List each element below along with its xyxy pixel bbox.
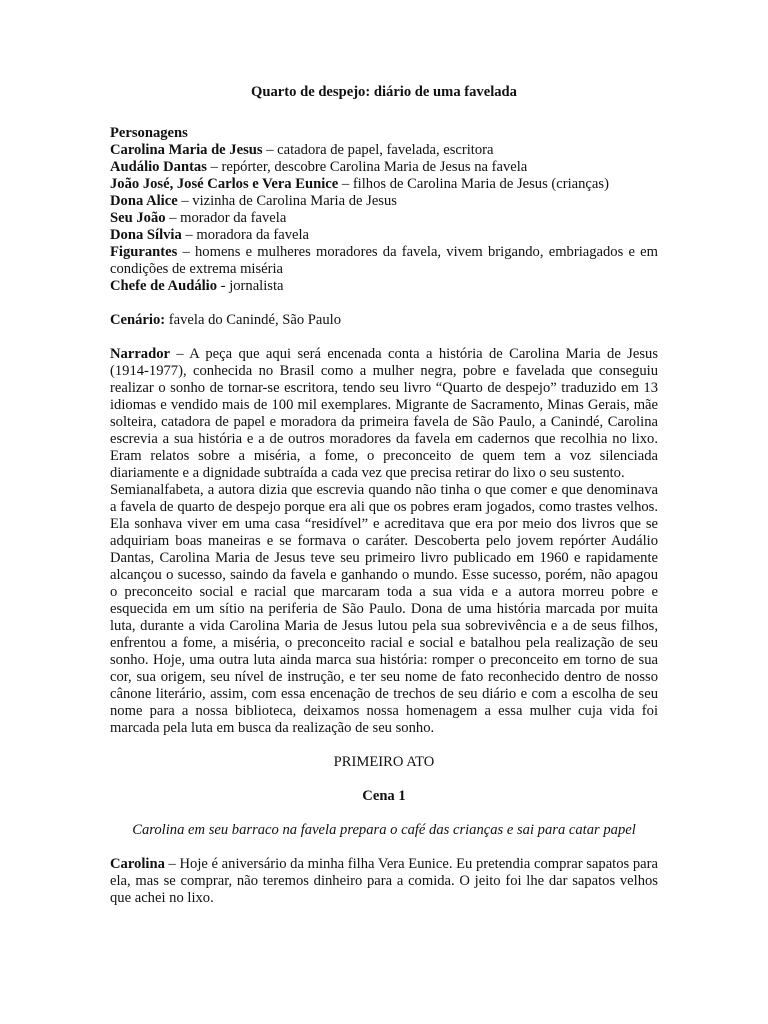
character-name: Dona Alice bbox=[110, 193, 178, 209]
character-name: João José, José Carlos e Vera Eunice bbox=[110, 176, 339, 192]
character-entry bbox=[110, 227, 658, 244]
narrator-label: Narrador bbox=[110, 346, 170, 362]
character-desc: – homens e mulheres moradores da favela, vivem brigando, embriagados e em condições de extrema miséria bbox=[110, 244, 658, 277]
character-desc: – morador da favela bbox=[165, 210, 287, 226]
spacer bbox=[110, 295, 658, 312]
character-name: Chefe de Audálio bbox=[110, 278, 218, 294]
character-name: Seu João bbox=[110, 210, 166, 226]
spacer bbox=[110, 771, 658, 788]
act-heading: PRIMEIRO ATO bbox=[333, 754, 435, 770]
scenario-text: favela do Canindé, São Paulo bbox=[165, 312, 342, 328]
speaker-name: Carolina bbox=[110, 856, 165, 872]
dialogue-text: – Hoje é aniversário da minha filha Vera Eunice. Eu pretendia comprar sapatos para ela, mas se comprar, não teremos dinheiro para a comida. O jeito foi lhe dar sapatos velhos que achei no lixo. bbox=[110, 856, 658, 906]
character-desc: – vizinha de Carolina Maria de Jesus bbox=[177, 193, 397, 209]
character-entry bbox=[110, 159, 658, 176]
character-desc: – repórter, descobre Carolina Maria de Jesus na favela bbox=[206, 159, 528, 175]
document-title: Quarto de despejo: diário de uma favelada bbox=[251, 84, 517, 100]
scene-heading: Cena 1 bbox=[362, 788, 406, 804]
character-desc: - jornalista bbox=[217, 278, 284, 294]
character-entry bbox=[110, 278, 658, 295]
narrator-text: – A peça que aqui será encenada conta a história de Carolina Maria de Jesus (1914-1977), conhecida no Brasil como a mulher negra, pobre e favelada que conseguiu realizar o sonho de tornar-se escritora, tendo seu livro “Quarto de despejo” traduzido em 13 idiomas e vendido mais de 100 mil exemplares. Migrante de Sacramento, Minas Gerais, mãe solteira, catadora de papel e moradora da primeira favela de São Paulo, a Canindé, Carolina escrevia a sua história e a de outros moradores da favela em cadernos que recolhia no lixo. Eram relatos sobre a miséria, a fome, o preconceito de quem tem a voz silenciada diariamente e a dignidade subtraída a cada vez que precisa retirar do lixo o seu sustento. bbox=[110, 346, 658, 481]
dialogue-line bbox=[110, 856, 658, 907]
spacer bbox=[110, 805, 658, 822]
spacer bbox=[110, 839, 658, 856]
character-entry bbox=[110, 193, 658, 210]
character-name: Figurantes bbox=[110, 244, 178, 260]
character-name: Carolina Maria de Jesus bbox=[110, 142, 263, 158]
spacer bbox=[110, 737, 658, 754]
characters-list bbox=[110, 125, 658, 295]
character-desc: – moradora da favela bbox=[181, 227, 310, 243]
character-entry bbox=[110, 176, 658, 193]
stage-direction: Carolina em seu barraco na favela prepara o café das crianças e sai para catar papel bbox=[132, 822, 636, 838]
character-name: Audálio Dantas bbox=[110, 159, 207, 175]
character-entry bbox=[110, 244, 658, 278]
character-entry bbox=[110, 142, 658, 159]
narrator-paragraph bbox=[110, 346, 658, 482]
character-desc: – catadora de papel, favelada, escritora bbox=[262, 142, 494, 158]
spacer bbox=[110, 329, 658, 346]
character-entry bbox=[110, 210, 658, 227]
character-name: Dona Sílvia bbox=[110, 227, 182, 243]
scenario-label: Cenário: bbox=[110, 312, 166, 328]
scenario bbox=[110, 312, 658, 329]
character-desc: – filhos de Carolina Maria de Jesus (crianças) bbox=[338, 176, 609, 192]
narrator-paragraph-2: Semianalfabeta, a autora dizia que escrevia quando não tinha o que comer e que denominava a favela de quarto de despejo porque era ali que os pobres eram jogados, como trastes velhos. Ela sonhava viver em uma casa “residível” e acreditava que era por meio dos livros que se adquiriam boas maneiras e se formava o caráter. Descoberta pelo jovem repórter Audálio Dantas, Carolina Maria de Jesus teve seu primeiro livro publicado em 1960 e rapidamente alcançou o sucesso, saindo da favela e ganhando o mundo. Esse sucesso, porém, não apagou o preconceito social e racial que marcaram toda a sua vida e a autora morreu pobre e esquecida em um sítio na periferia de São Paulo. Dona de uma história marcada por muita luta, durante a vida Carolina Maria de Jesus lutou pela sua sobrevivência e a de seus filhos, enfrentou a fome, a miséria, o preconceito racial e social e batalhou pela realização de seu sonho. Hoje, uma outra luta ainda marca sua história: romper o preconceito em torno de sua cor, sua origem, seu nível de instrução, e ter seu nome de fato reconhecido dentro de nosso cânone literário, assim, com essa encenação de trechos de seu diário e com a escolha de seu nome para a nossa biblioteca, deixamos nossa homenagem a essa mulher cuja vida foi marcada pela luta em busca da realização de seu sonho. bbox=[110, 482, 658, 736]
characters-heading: Personagens bbox=[110, 125, 188, 141]
